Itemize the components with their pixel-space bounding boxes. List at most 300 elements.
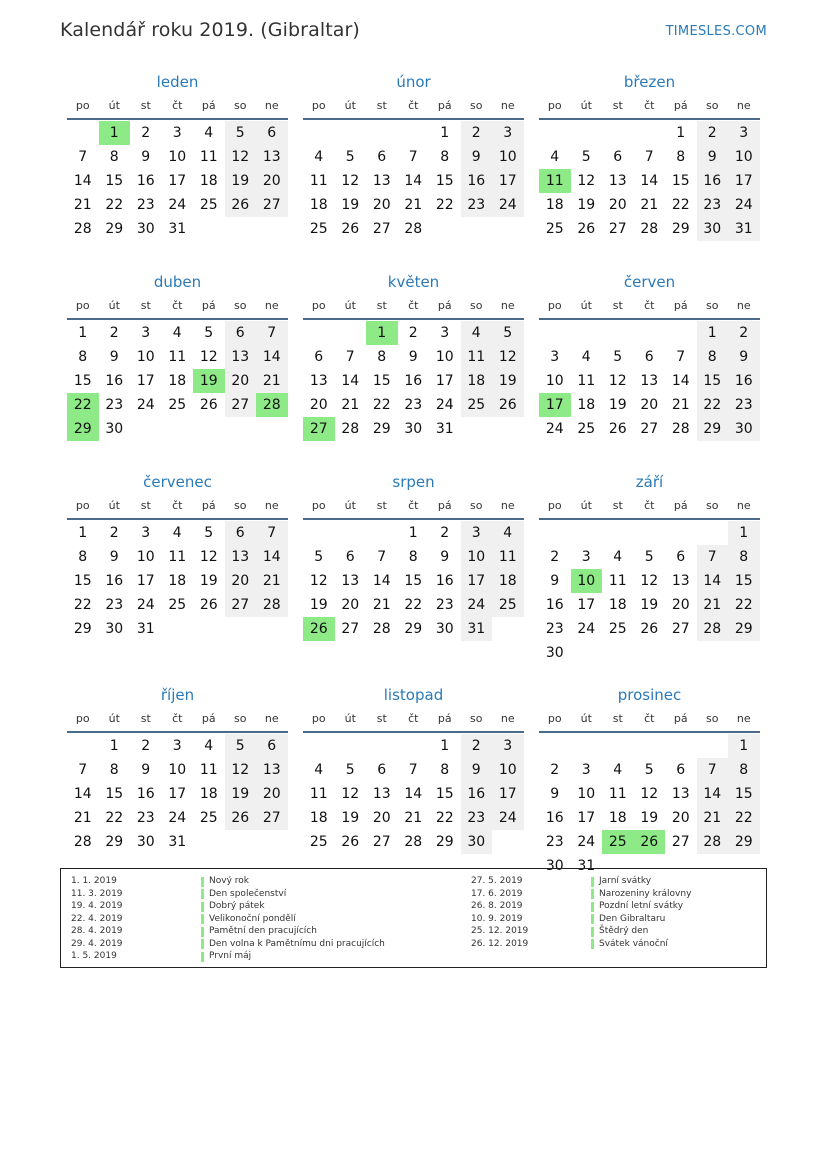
weekday-header [303,96,524,120]
weekday-label: st [140,99,151,112]
day-cell: 9 [550,786,560,802]
day-cell: 26 [492,393,524,417]
day-cell: 21 [372,597,391,613]
day-cell: 26 [199,397,218,413]
weekday-label: so [706,712,719,725]
day-cell: 20 [671,597,690,613]
day-cell: 15 [404,573,423,589]
empty-day-cell [539,321,571,345]
weekday-label: út [580,299,592,312]
day-cell: 20 [225,369,257,393]
weekday-label: út [580,499,592,512]
day-cell: 9 [697,145,729,169]
day-cell: 9 [141,149,151,165]
day-cell: 19 [225,169,257,193]
weekday-label: so [234,712,247,725]
weekday-label: so [706,499,719,512]
weekday-label: čt [644,499,655,512]
weekday-label: st [376,299,387,312]
day-cell: 18 [608,597,627,613]
day-cell: 30 [136,834,155,850]
day-cell: 30 [105,421,124,437]
day-cell: 2 [550,549,560,565]
day-cell: 17 [136,573,155,589]
holiday-day-cell: 22 [67,393,99,417]
weekday-label: so [234,499,247,512]
empty-day-cell [335,521,367,545]
month-calendar [539,270,760,470]
day-cell: 7 [345,349,355,365]
month-name: říjen [160,686,195,704]
day-cell: 15 [105,173,124,189]
legend-holiday-name: Jarní svátky [599,876,652,886]
day-grid [67,521,288,641]
legend-holiday-name: Narozeniny královny [599,888,692,899]
day-cell: 3 [172,738,182,754]
day-cell: 27 [256,193,288,217]
day-cell: 18 [199,173,218,189]
day-cell: 8 [109,762,119,778]
month-name: březen [623,73,676,91]
day-cell: 13 [671,573,690,589]
weekday-label: út [108,99,120,112]
day-grid [67,734,288,854]
weekday-label: pá [673,99,688,112]
day-cell: 9 [408,349,418,365]
day-cell: 12 [341,173,360,189]
day-cell: 12 [199,549,218,565]
day-cell: 23 [136,810,155,826]
day-cell: 16 [697,169,729,193]
weekday-label: čt [172,712,183,725]
day-cell: 18 [545,197,564,213]
day-cell: 23 [461,806,493,830]
day-cell: 7 [377,549,387,565]
weekday-header [67,96,288,120]
legend-date: 17. 6. 2019 [471,888,523,899]
day-cell: 18 [168,573,187,589]
day-cell: 23 [545,621,564,637]
day-cell: 21 [697,593,729,617]
day-cell: 29 [372,421,391,437]
day-cell: 24 [136,397,155,413]
day-cell: 8 [697,345,729,369]
day-cell: 20 [256,169,288,193]
weekday-label: ne [736,99,751,112]
empty-day-cell [602,121,634,145]
holiday-day-cell: 28 [256,393,288,417]
weekday-header [539,496,760,520]
day-cell: 10 [492,758,524,782]
holiday-marker [201,952,204,962]
weekday-label: pá [673,712,688,725]
weekday-label: čt [644,299,655,312]
day-cell: 14 [640,173,659,189]
day-cell: 11 [492,545,524,569]
day-grid [539,734,760,878]
month-name: srpen [392,473,435,491]
day-cell: 5 [225,121,257,145]
holiday-day-cell: 29 [67,417,99,441]
day-cell: 29 [728,617,760,641]
day-cell: 28 [404,834,423,850]
weekday-label: so [470,299,483,312]
holiday-day-cell: 1 [99,121,131,145]
holiday-day-cell: 26 [303,617,335,641]
weekday-label: st [140,299,151,312]
weekday-label: ne [736,712,751,725]
day-cell: 9 [461,145,493,169]
day-cell: 4 [172,525,182,541]
day-grid [539,321,760,441]
day-cell: 20 [608,197,627,213]
day-cell: 8 [440,149,450,165]
legend-date: 11. 3. 2019 [71,888,123,899]
day-cell: 4 [204,125,214,141]
day-cell: 2 [408,325,418,341]
weekday-label: čt [644,99,655,112]
legend-date: 10. 9. 2019 [471,913,523,924]
site-link[interactable]: TIMESLES.COM [665,24,767,39]
day-cell: 20 [671,810,690,826]
day-cell: 15 [671,173,690,189]
month-calendar [67,683,288,883]
day-cell: 24 [728,193,760,217]
month-name: květen [387,273,440,291]
empty-day-cell [634,121,666,145]
day-cell: 23 [105,397,124,413]
day-cell: 12 [199,349,218,365]
empty-day-cell [398,121,430,145]
weekday-label: út [344,499,356,512]
day-cell: 10 [435,349,454,365]
day-cell: 14 [341,373,360,389]
day-cell: 22 [435,810,454,826]
weekday-header [303,496,524,520]
weekday-label: so [234,99,247,112]
empty-day-cell [571,521,603,545]
day-cell: 21 [697,806,729,830]
day-cell: 22 [697,393,729,417]
day-cell: 19 [225,782,257,806]
day-cell: 22 [728,806,760,830]
day-cell: 10 [136,349,155,365]
day-cell: 28 [404,221,423,237]
day-cell: 24 [492,806,524,830]
weekday-label: pá [437,99,452,112]
day-cell: 2 [109,525,119,541]
weekday-label: st [612,499,623,512]
day-cell: 6 [644,349,654,365]
day-cell: 29 [697,417,729,441]
day-cell: 11 [577,373,596,389]
day-cell: 26 [640,621,659,637]
day-cell: 25 [492,593,524,617]
day-cell: 27 [225,393,257,417]
day-cell: 11 [199,762,218,778]
legend-holiday-name: Pamětní den pracujících [209,926,317,936]
month-name: prosinec [617,686,682,704]
empty-day-cell [602,521,634,545]
day-cell: 5 [581,149,591,165]
day-cell: 5 [644,762,654,778]
day-cell: 28 [697,830,729,854]
day-cell: 31 [435,421,454,437]
day-cell: 22 [105,197,124,213]
day-cell: 7 [676,349,686,365]
day-cell: 21 [256,569,288,593]
day-cell: 13 [256,758,288,782]
day-cell: 8 [408,549,418,565]
weekday-label: po [75,712,90,725]
day-cell: 8 [109,149,119,165]
weekday-label: ne [264,499,279,512]
day-cell: 16 [461,169,493,193]
empty-day-cell [67,734,99,758]
weekday-label: po [547,299,562,312]
day-cell: 18 [608,810,627,826]
weekday-label: so [706,299,719,312]
legend-holiday-name: První máj [209,951,252,961]
day-cell: 23 [404,397,423,413]
day-cell: 13 [372,173,391,189]
day-cell: 27 [372,221,391,237]
legend-holiday-name: Den volna k Pamětnímu dni pracujících [209,938,385,949]
day-cell: 15 [73,573,92,589]
day-cell: 15 [372,373,391,389]
day-cell: 2 [461,734,493,758]
day-cell: 19 [341,197,360,213]
weekday-header [303,296,524,320]
day-cell: 27 [640,421,659,437]
month-name: leden [156,73,199,91]
day-cell: 5 [345,149,355,165]
day-cell: 12 [309,573,328,589]
day-cell: 2 [461,121,493,145]
day-cell: 14 [256,545,288,569]
day-cell: 6 [256,734,288,758]
day-cell: 10 [461,545,493,569]
day-cell: 28 [73,221,92,237]
weekday-label: ne [500,99,515,112]
legend-date: 22. 4. 2019 [71,913,123,924]
day-cell: 21 [73,197,92,213]
day-cell: 25 [461,393,493,417]
day-cell: 8 [377,349,387,365]
legend-date: 25. 12. 2019 [471,926,529,936]
day-cell: 26 [341,221,360,237]
day-cell: 11 [309,786,328,802]
day-cell: 3 [492,734,524,758]
weekday-label: ne [736,499,751,512]
weekday-header [67,296,288,320]
month-name: červen [623,273,676,291]
day-cell: 22 [105,810,124,826]
weekday-label: st [612,99,623,112]
day-cell: 8 [78,349,88,365]
legend-holiday-name: Dobrý pátek [209,901,265,911]
empty-day-cell [571,321,603,345]
day-cell: 17 [577,597,596,613]
weekday-header [539,96,760,120]
weekday-label: čt [408,299,419,312]
day-cell: 27 [608,221,627,237]
day-cell: 2 [141,125,151,141]
day-cell: 7 [644,149,654,165]
day-cell: 8 [676,149,686,165]
day-cell: 4 [550,149,560,165]
day-cell: 30 [461,830,493,854]
day-cell: 25 [309,834,328,850]
weekday-label: so [470,99,483,112]
day-cell: 7 [78,762,88,778]
weekday-label: čt [408,499,419,512]
day-cell: 19 [640,597,659,613]
day-cell: 25 [199,197,218,213]
day-cell: 4 [613,549,623,565]
day-cell: 24 [168,197,187,213]
day-cell: 6 [676,762,686,778]
day-cell: 28 [640,221,659,237]
day-cell: 15 [435,173,454,189]
day-cell: 10 [168,149,187,165]
day-cell: 18 [577,397,596,413]
weekday-label: ne [736,299,751,312]
day-cell: 8 [728,545,760,569]
month-calendar [67,470,288,683]
weekday-label: po [547,99,562,112]
day-cell: 5 [225,734,257,758]
weekday-label: út [580,99,592,112]
day-cell: 6 [676,549,686,565]
day-grid [303,121,524,241]
holiday-day-cell: 26 [634,830,666,854]
day-cell: 20 [372,197,391,213]
weekday-label: st [140,499,151,512]
holiday-marker [591,889,594,899]
empty-day-cell [366,521,398,545]
empty-day-cell [634,321,666,345]
month-name: září [635,473,664,491]
day-cell: 20 [372,810,391,826]
day-cell: 25 [545,221,564,237]
day-cell: 21 [404,197,423,213]
day-cell: 5 [492,321,524,345]
weekday-label: út [344,299,356,312]
weekday-label: út [108,299,120,312]
day-cell: 14 [256,345,288,369]
month-calendar [303,683,524,883]
weekday-label: pá [673,299,688,312]
weekday-label: út [580,712,592,725]
day-cell: 25 [168,597,187,613]
empty-day-cell [335,121,367,145]
day-cell: 16 [435,573,454,589]
weekday-label: čt [408,99,419,112]
day-cell: 5 [644,549,654,565]
day-cell: 8 [440,762,450,778]
day-cell: 18 [168,373,187,389]
month-calendar [539,70,760,270]
weekday-label: so [470,712,483,725]
day-cell: 3 [550,349,560,365]
day-cell: 19 [492,369,524,393]
day-cell: 6 [225,321,257,345]
holiday-day-cell: 19 [193,369,225,393]
day-cell: 7 [256,321,288,345]
day-cell: 14 [671,373,690,389]
weekday-label: ne [500,712,515,725]
empty-day-cell [366,121,398,145]
day-cell: 24 [136,597,155,613]
day-cell: 7 [408,149,418,165]
day-cell: 28 [671,421,690,437]
weekday-label: st [140,712,151,725]
weekday-label: ne [264,712,279,725]
holiday-marker [201,877,204,887]
day-cell: 21 [73,810,92,826]
day-cell: 18 [461,369,493,393]
day-cell: 8 [728,758,760,782]
day-cell: 21 [671,397,690,413]
empty-day-cell [571,121,603,145]
holiday-marker [591,939,594,949]
day-cell: 13 [671,786,690,802]
day-cell: 9 [109,549,119,565]
weekday-label: pá [437,499,452,512]
month-name: únor [396,73,431,91]
weekday-label: po [75,99,90,112]
day-cell: 25 [577,421,596,437]
weekday-label: út [344,712,356,725]
day-cell: 5 [204,325,214,341]
day-cell: 11 [168,349,187,365]
day-cell: 12 [225,758,257,782]
day-cell: 23 [136,197,155,213]
day-cell: 11 [168,549,187,565]
day-cell: 16 [136,786,155,802]
day-cell: 1 [728,734,760,758]
empty-day-cell [67,121,99,145]
day-cell: 26 [225,806,257,830]
day-grid [303,734,524,854]
weekday-header [539,296,760,320]
day-cell: 12 [341,786,360,802]
day-grid [67,121,288,241]
day-cell: 31 [577,858,596,874]
months-grid [67,70,761,883]
weekday-label: st [612,712,623,725]
day-cell: 17 [728,169,760,193]
day-cell: 29 [105,834,124,850]
empty-day-cell [602,734,634,758]
day-cell: 27 [341,621,360,637]
day-cell: 27 [372,834,391,850]
day-cell: 13 [640,373,659,389]
day-cell: 31 [461,617,493,641]
day-cell: 13 [225,345,257,369]
month-calendar [67,270,288,470]
day-cell: 13 [256,145,288,169]
day-cell: 7 [256,521,288,545]
weekday-label: ne [264,99,279,112]
day-cell: 16 [136,173,155,189]
day-cell: 5 [314,549,324,565]
day-cell: 3 [728,121,760,145]
day-cell: 14 [372,573,391,589]
day-cell: 19 [341,810,360,826]
empty-day-cell [539,121,571,145]
